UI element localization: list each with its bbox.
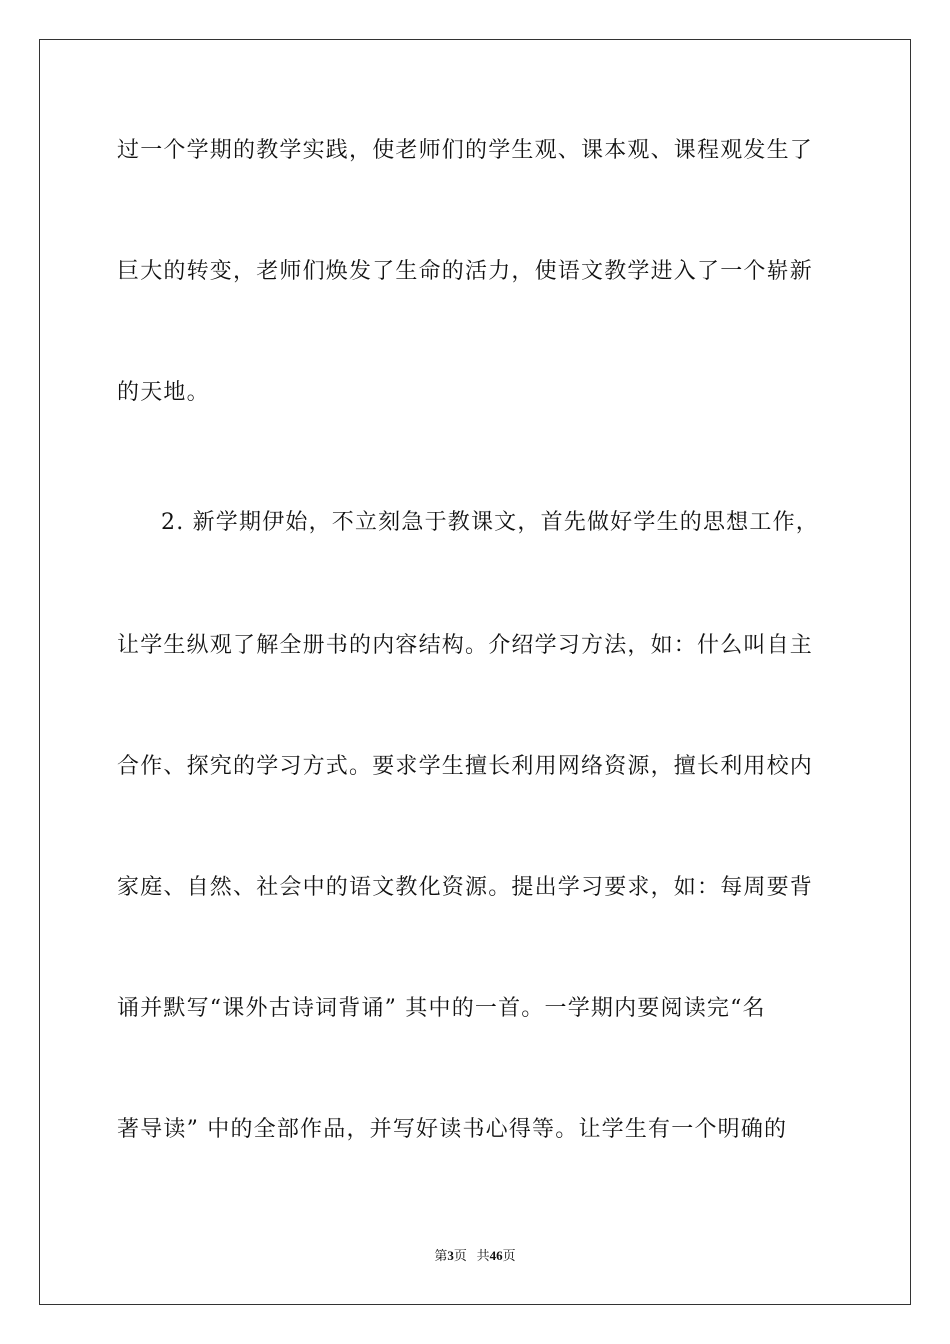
footer-total-prefix: 共 <box>476 1248 490 1263</box>
body-line-8: 诵并默写“课外古诗词背诵” 其中的一首。一学期内要阅读完“名 <box>117 996 766 1021</box>
page-footer <box>0 1248 950 1264</box>
body-line-4: 2. 新学期伊始，不立刻急于教课文，首先做好学生的思想工作， <box>161 510 819 535</box>
body-line-2: 巨大的转变，老师们焕发了生命的活力，使语文教学进入了一个崭新 <box>117 259 814 284</box>
body-line-1: 过一个学期的教学实践，使老师们的学生观、课本观、课程观发生了 <box>117 138 814 163</box>
body-line-6: 合作、探究的学习方式。要求学生擅长利用网络资源，擅长利用校内 <box>117 754 814 779</box>
current-page-number: 3 <box>447 1248 454 1263</box>
footer-page-suffix: 页 <box>453 1248 467 1263</box>
body-line-3: 的天地。 <box>117 380 210 405</box>
body-line-5: 让学生纵观了解全册书的内容结构。介绍学习方法，如：什么叫自主 <box>117 633 814 658</box>
total-pages-number: 46 <box>489 1248 503 1263</box>
body-line-9: 著导读” 中的全部作品，并写好读书心得等。让学生有一个明确的 <box>117 1117 788 1142</box>
footer-prefix: 第 <box>434 1248 448 1263</box>
footer-total-suffix: 页 <box>502 1248 516 1263</box>
body-line-7: 家庭、自然、社会中的语文教化资源。提出学习要求，如：每周要背 <box>117 875 814 900</box>
